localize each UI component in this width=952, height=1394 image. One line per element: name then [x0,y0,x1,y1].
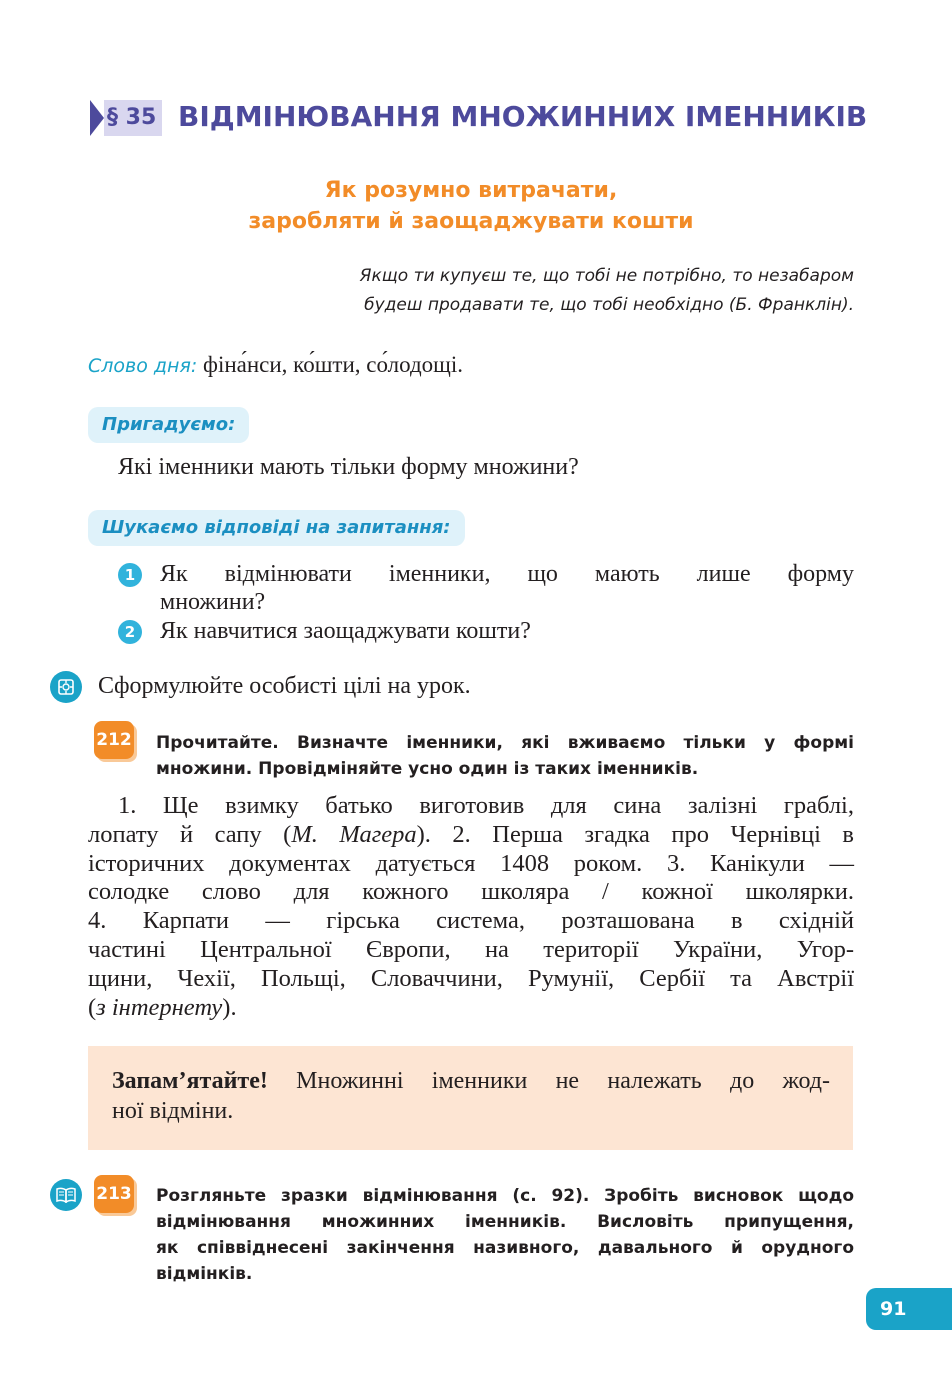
subtitle-line: Як розумно витрачати, [324,178,618,203]
page-number: 91 [866,1288,952,1330]
task-line: множини. Провідміняйте усно один із таких іменників. [156,759,699,779]
remember-label: Запам’ятайте! [112,1068,268,1094]
exercise-task [156,730,854,782]
text-line: щини, Чехії, Польщі, Словаччини, Румунії, Сербії та Австрії [88,964,854,992]
task-line: як співвіднесені закінчення називного, давального й орудного [156,1238,854,1258]
text-line [88,821,854,850]
subtitle-line: заробляти й заощаджувати кошти [248,209,694,234]
word-of-day-words: фіна́нси, ко́шти, со́лодощі. [197,352,464,377]
lesson-subtitle [90,175,852,237]
question-text-line: Як відмінювати іменники, що мають лише форму [160,561,854,587]
exercise-number: 213 [94,1175,134,1213]
section-title: ВІДМІНЮВАННЯ МНОЖИННИХ ІМЕННИКІВ [178,100,868,133]
section-badge [90,100,162,136]
text-fragment: лопату й сапу ( [88,820,292,848]
exercise-number-badge [89,1173,139,1215]
task-line: Розгляньте зразки відмінювання (с. 92). Зробіть висновок щодо [156,1186,854,1206]
question-item [118,560,854,616]
section-number: § 35 [104,100,162,136]
question-text: Як навчитися заощаджувати кошти? [160,618,531,644]
text-fragment: ). 2. Перша згадка про Чернівці в [416,820,854,848]
word-of-day [88,352,463,378]
question-item [118,617,854,645]
text-line: 1. Ще взимку батько виготовив для сина залізні граблі, [118,792,854,819]
recall-label: Пригадуємо: [88,407,249,443]
exercise-number-badge [89,719,139,761]
epigraph [260,262,854,320]
exercise-text [88,792,854,1022]
task-line: Прочитайте. Визначте іменники, які вживаємо тільки у формі [156,733,854,753]
text-fragment: ). [222,993,237,1021]
open-book-icon [50,1179,82,1211]
text-fragment: ( [88,993,97,1021]
text-line: 4. Карпати — гірська система, розташована в східній [88,907,854,935]
epigraph-line: Якщо ти купуєш те, що тобі не потрібно, то незабаром [359,266,854,286]
remember-text [112,1066,830,1126]
remember-fragment: Множинні іменники не належать до жод- [267,1068,830,1094]
text-line [88,994,854,1023]
epigraph-line: будеш продавати те, що тобі необхідно (Б. Франклін). [364,295,854,315]
text-line: частині Центральної Європи, на території України, Угор- [88,935,854,963]
question-text-line: множини? [160,589,266,615]
word-of-day-label: Слово дня: [88,355,198,377]
remember-line [112,1066,830,1096]
task-line: відмінювання множинних іменників. Висловіть припущення, [156,1212,854,1232]
task-line: відмінків. [156,1264,253,1284]
exercise-number: 212 [94,721,134,759]
target-puzzle-icon [50,671,82,703]
section-chevron-icon [90,100,104,136]
goals-text: Сформулюйте особисті цілі на урок. [98,673,471,699]
text-line: історичних документах датується 1408 роком. 3. Канікули — [88,849,854,877]
text-line: солодке слово для кожного школяра / кожної школярки. [88,878,854,906]
search-answers-label: Шукаємо відповіді на запитання: [88,510,465,546]
exercise-task [156,1183,854,1287]
question-number-badge: 2 [118,620,142,644]
question-number-badge: 1 [118,563,142,587]
recall-question: Які іменники мають тільки форму множини? [118,454,579,480]
text-source: з інтернету [96,993,223,1021]
text-author: М. Магера [291,820,417,848]
remember-line: ної відміни. [112,1098,234,1124]
